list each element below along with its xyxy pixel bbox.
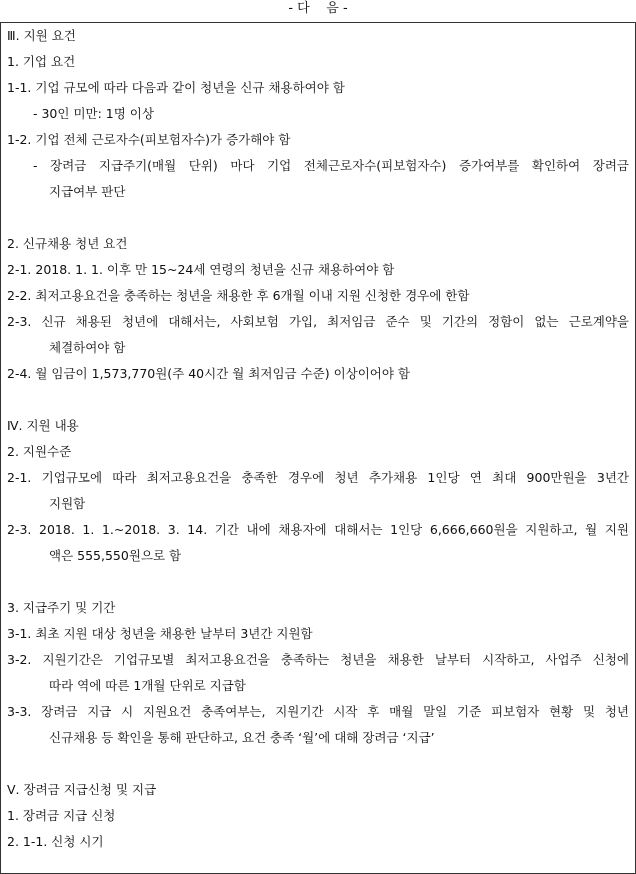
content-box [0,22,636,874]
subsection-heading: 1. 장려금 지급 신청 [7,808,116,823]
section-heading-4: Ⅳ. 지원 내용 [7,418,79,433]
paragraph-line: 1-2. 기업 전체 근로자수(피보험자수)가 증가해야 함 [7,132,291,147]
paragraph-line: 2-2. 최저고용요건을 충족하는 청년을 채용한 후 6개월 이내 지원 신청한 경우에 한함 [7,288,470,303]
blank-line [7,569,629,595]
document-heading: - 다 음 - [288,1,348,16]
blank-line [7,205,629,231]
continuation-line: 체결하여야 함 [49,340,126,355]
blank-line [7,387,629,413]
blank-line [7,751,629,777]
subsection-heading: 2. 지원수준 [7,444,72,459]
continuation-line: 지원함 [49,496,86,511]
paragraph-line: 2. 1-1. 신청 시기 [7,834,104,849]
paragraph-line: 2-3. 2018. 1. 1.~2018. 3. 14. 기간 내에 채용자에 대해서는 1인당 6,666,660원을 지원하고, 월 지원 [7,522,629,537]
subsection-heading: 1. 기업 요건 [7,54,76,69]
bullet-line: - 30인 미만: 1명 이상 [33,106,154,121]
paragraph-line: 1-1. 기업 규모에 따라 다음과 같이 청년을 신규 채용하여야 함 [7,80,345,95]
paragraph-line: 2-1. 2018. 1. 1. 이후 만 15~24세 연령의 청년을 신규 채용하여야 함 [7,262,395,277]
section-heading-5: Ⅴ. 장려금 지급신청 및 지급 [7,782,157,797]
section-heading-3: Ⅲ. 지원 요건 [7,28,76,43]
paragraph-line: 3-2. 지원기간은 기업규모별 최저고용요건을 충족하는 청년을 채용한 날부터 시작하고, 사업주 신청에 [7,652,629,667]
subsection-heading: 2. 신규채용 청년 요건 [7,236,128,251]
subsection-heading: 3. 지급주기 및 기간 [7,600,116,615]
paragraph-line: 2-3. 신규 채용된 청년에 대해서는, 사회보험 가입, 최저임금 준수 및 기간의 정함이 없는 근로계약을 [7,314,629,329]
paragraph-line: 3-1. 최초 지원 대상 청년을 채용한 날부터 3년간 지원함 [7,626,313,641]
bullet-line: - 장려금 지급주기(매월 단위) 마다 기업 전체근로자수(피보험자수) 증가여부를 확인하여 장려금 [33,158,629,173]
continuation-line: 지급여부 판단 [49,184,126,199]
continuation-line: 신규채용 등 확인을 통해 판단하고, 요건 충족 ‘월’에 대해 장려금 ‘지급’ [49,730,435,745]
continuation-line: 액은 555,550원으로 함 [49,548,182,563]
continuation-line: 따라 역에 따른 1개월 단위로 지급함 [49,678,246,693]
paragraph-line: 2-4. 월 임금이 1,573,770원(주 40시간 월 최저임금 수준) 이상이어야 함 [7,366,411,381]
paragraph-line: 3-3. 장려금 지급 시 지원요건 충족여부는, 지원기간 시작 후 매월 말일 기준 피보험자 현황 및 청년 [7,704,629,719]
paragraph-line: 2-1. 기업규모에 따라 최저고용요건을 충족한 경우에 청년 추가채용 1인당 연 최대 900만원을 3년간 [7,470,629,485]
